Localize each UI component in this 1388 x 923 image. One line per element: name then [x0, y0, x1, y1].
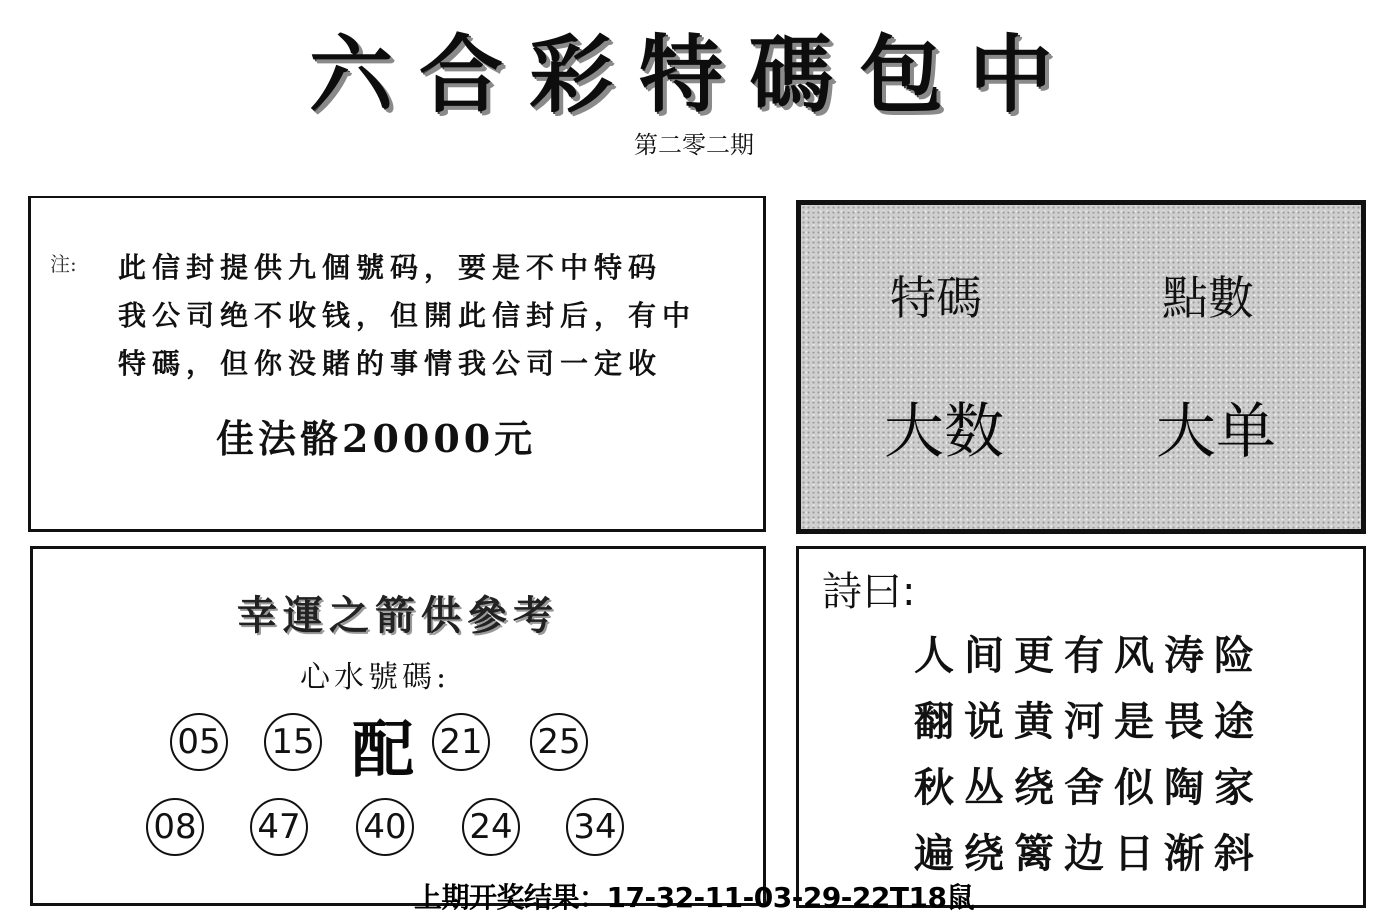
poem-line-3: 秋丛绕舍似陶家 — [914, 764, 1264, 811]
pair-label: 配 — [352, 713, 415, 786]
number-ball: 24 — [462, 798, 520, 856]
lucky-title: 幸運之箭供參考 — [237, 592, 559, 639]
notice-line-1: 此信封提供九個號码，要是不中特码 — [118, 251, 663, 284]
number-ball: 40 — [356, 798, 414, 856]
number-ball: 34 — [566, 798, 624, 856]
poem-header: 詩曰: — [822, 569, 916, 615]
poem-line-2: 翻说黄河是畏途 — [914, 698, 1264, 745]
issue-number: 第二零二期 — [634, 131, 754, 159]
notice-line-2: 我公司绝不收钱，但開此信封后，有中 — [118, 299, 697, 332]
poem-line-1: 人间更有风涛险 — [914, 632, 1264, 679]
number-ball: 25 — [530, 713, 588, 771]
lucky-subtitle: 心水號碼: — [300, 660, 451, 695]
number-ball: 21 — [432, 713, 490, 771]
special-code-header: 特碼 — [890, 271, 982, 325]
points-value: 大单 — [1156, 397, 1276, 467]
fine-amount: 佳法骼20000元 — [216, 416, 537, 461]
special-code-value: 大数 — [884, 397, 1004, 467]
notice-label: 注: — [50, 252, 77, 276]
page-title: 六合彩特碼包中 — [308, 25, 1079, 124]
number-ball: 05 — [170, 713, 228, 771]
stats-box — [796, 200, 1366, 534]
number-ball: 15 — [264, 713, 322, 771]
number-ball: 08 — [146, 798, 204, 856]
number-ball: 47 — [250, 798, 308, 856]
points-header: 點數 — [1162, 271, 1254, 325]
poem-line-4: 遍绕篱边日渐斜 — [914, 830, 1264, 877]
last-draw-result: 上期开奖结果：17-32-11-03-29-22T18鼠 — [414, 881, 974, 914]
notice-line-3: 特碼，但你没賭的事情我公司一定收 — [118, 347, 663, 380]
